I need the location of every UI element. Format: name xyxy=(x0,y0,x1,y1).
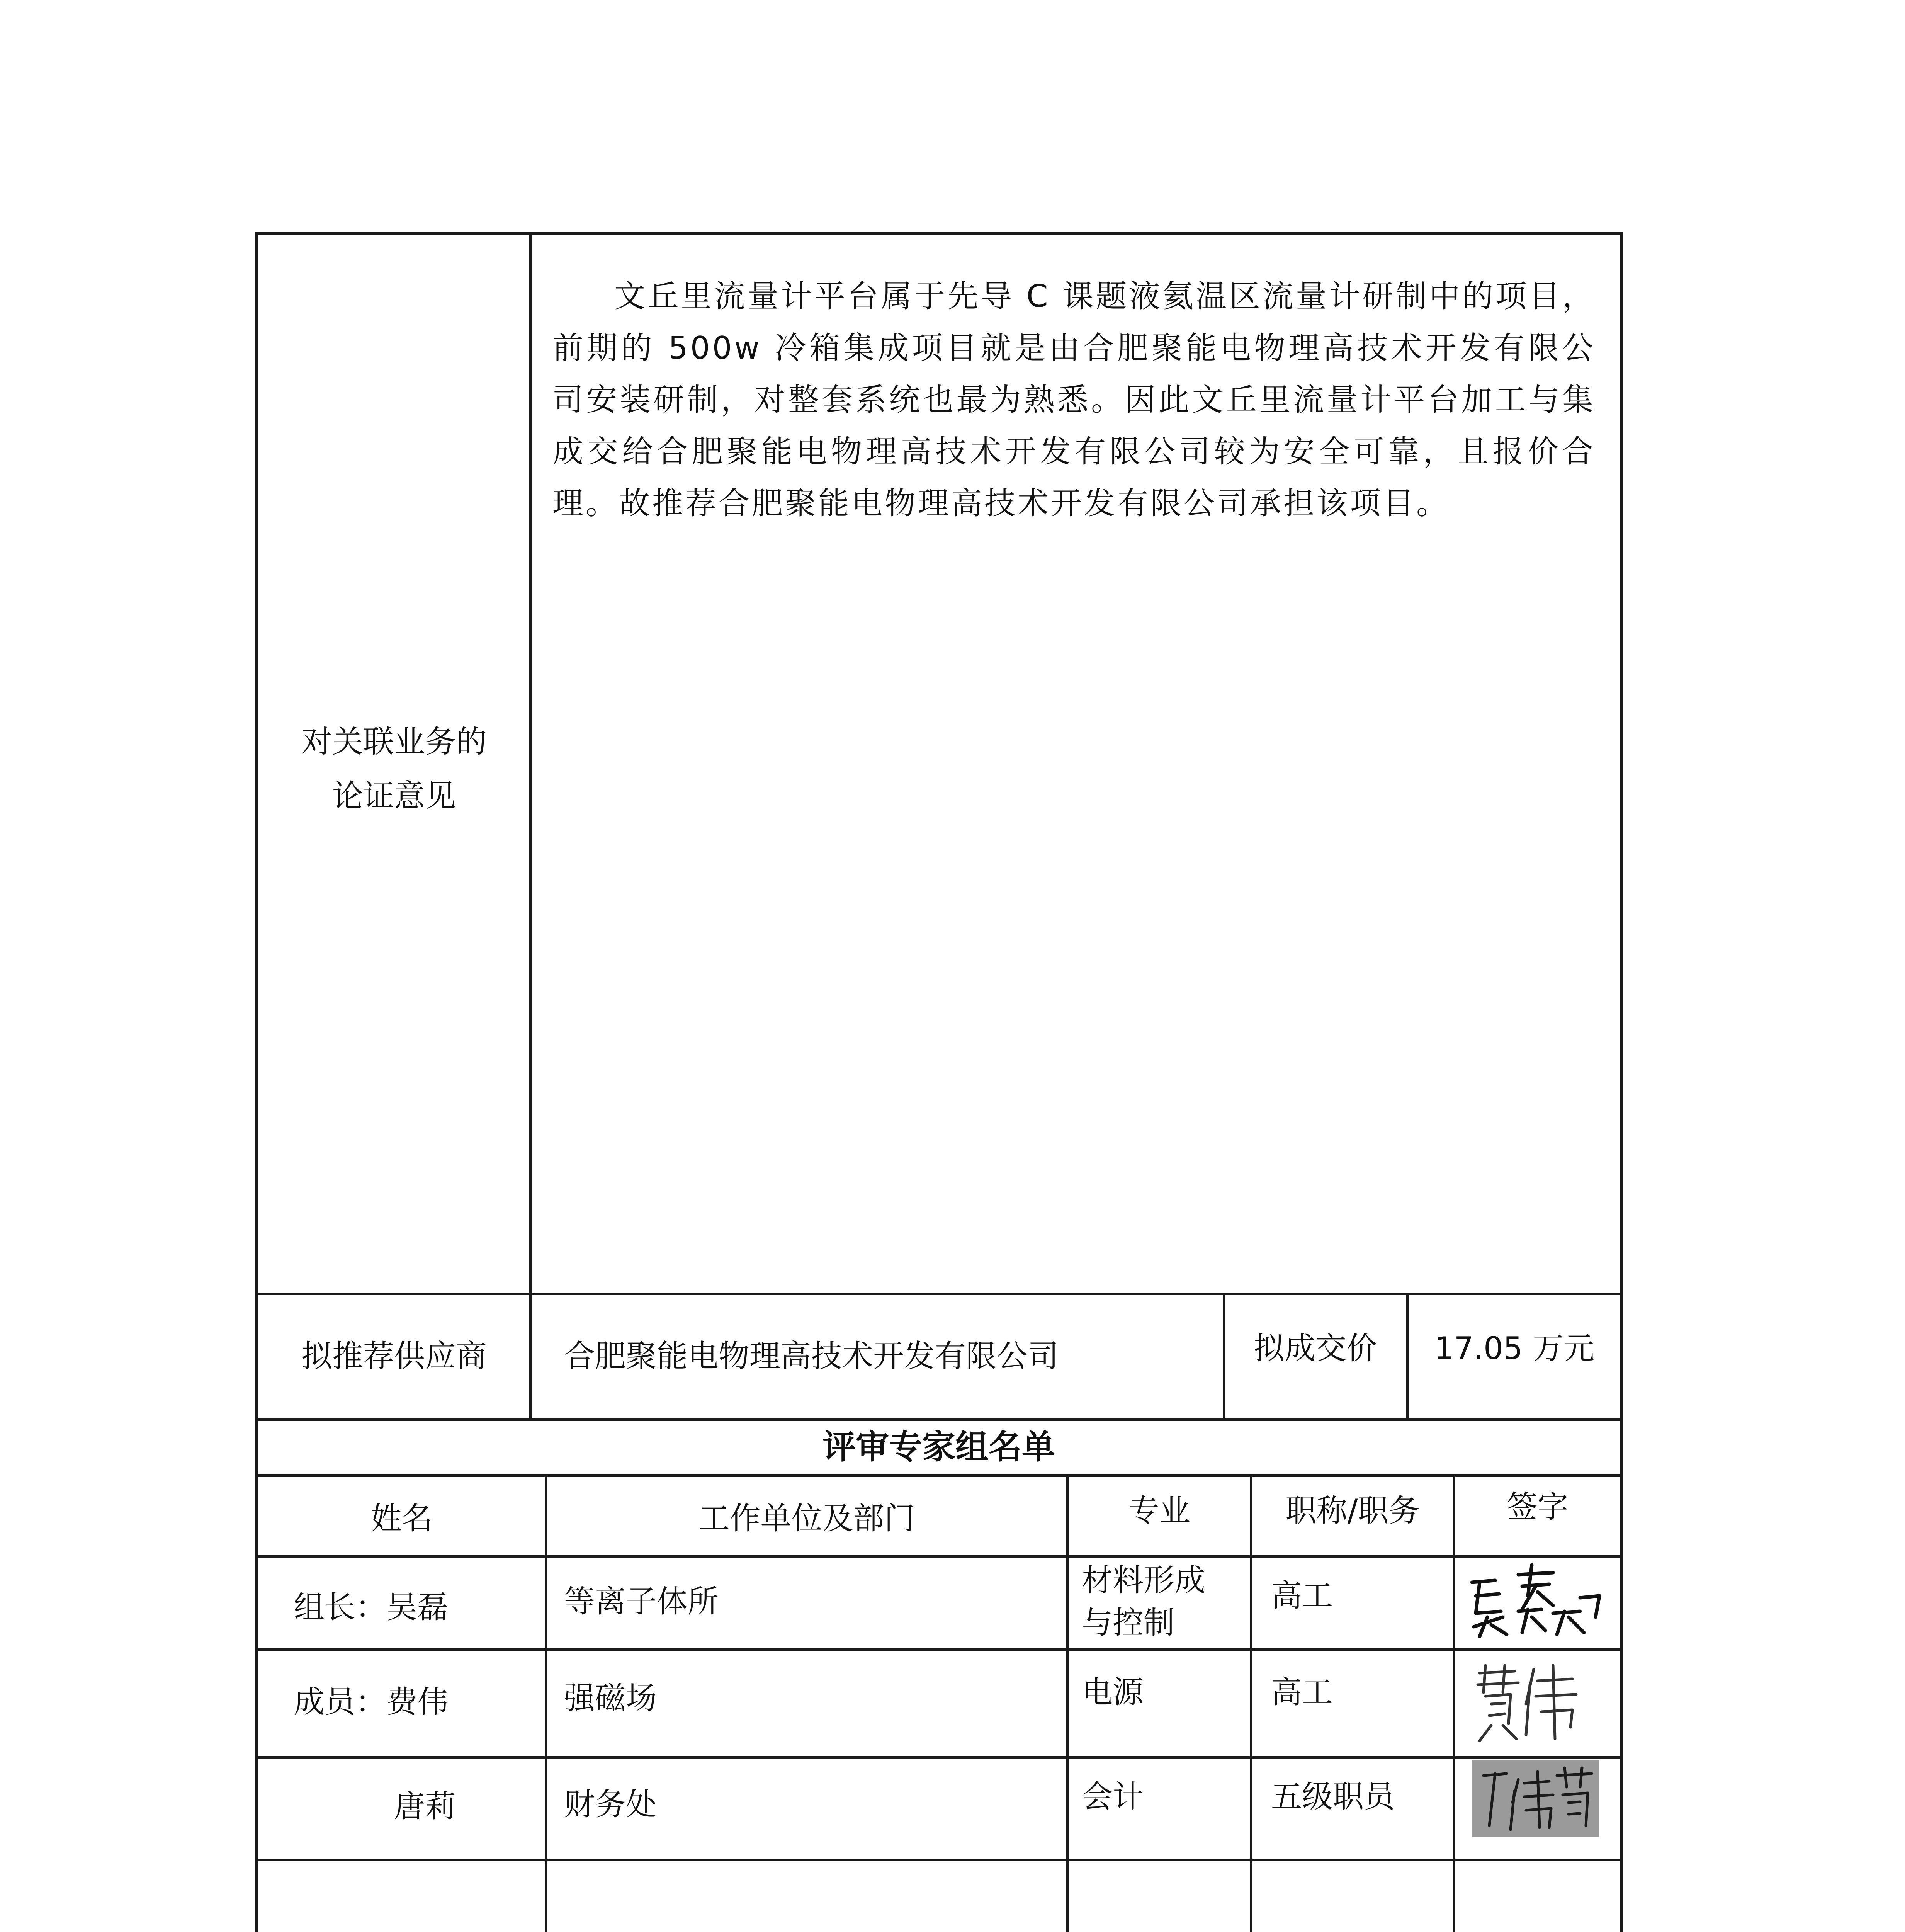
divider-expert-name xyxy=(545,1474,547,1932)
divider-opinion-label xyxy=(529,232,532,1418)
opinion-label-line1: 对关联业务的 xyxy=(301,724,487,760)
row1-name: 组长：吴磊 xyxy=(294,1589,448,1625)
divider-expert-major xyxy=(1250,1474,1252,1932)
row3-unit: 财务处 xyxy=(564,1786,657,1822)
price-value: 17.05 万元 xyxy=(1434,1330,1595,1366)
header-name: 姓名 xyxy=(371,1500,433,1536)
rule-after-expert-title xyxy=(255,1474,1623,1477)
row1-major-line1: 材料形成 xyxy=(1082,1562,1205,1598)
row2-position: 高工 xyxy=(1271,1674,1333,1710)
row1-unit: 等离子体所 xyxy=(564,1583,719,1619)
header-unit: 工作单位及部门 xyxy=(698,1500,915,1536)
supplier-label: 拟推荐供应商 xyxy=(301,1338,487,1374)
row3-handwritten-signature xyxy=(1472,1760,1599,1837)
header-position: 职称/职务 xyxy=(1285,1493,1420,1529)
row2-handwritten-signature xyxy=(1468,1658,1584,1747)
supplier-value: 合肥聚能电物理高技术开发有限公司 xyxy=(564,1338,1059,1374)
opinion-label-line2: 论证意见 xyxy=(332,778,456,814)
divider-supplier-price-value xyxy=(1406,1293,1409,1418)
rule-after-row2 xyxy=(255,1756,1623,1759)
row3-name: 唐莉 xyxy=(394,1788,456,1824)
row3-position: 五级职员 xyxy=(1271,1779,1395,1815)
header-major: 专业 xyxy=(1128,1493,1190,1529)
divider-expert-unit xyxy=(1066,1474,1069,1932)
row3-major: 会计 xyxy=(1082,1779,1144,1815)
row2-unit: 强磁场 xyxy=(564,1680,657,1716)
experts-title: 评审专家组名单 xyxy=(822,1428,1055,1466)
price-label: 拟成交价 xyxy=(1254,1330,1377,1366)
rule-after-row3 xyxy=(255,1859,1623,1861)
row1-position: 高工 xyxy=(1271,1578,1333,1614)
row1-major-line2: 与控制 xyxy=(1082,1605,1174,1641)
opinion-text: 文丘里流量计平台属于先导 C 课题液氦温区流量计研制中的项目，前期的 500w 冷箱集成项目就是由合肥聚能电物理高技术开发有限公司安装研制，对整套系统也最为熟悉。因此文丘里流量计平台加工与集成交给合肥聚能电物理高技术开发有限公司较为安全可靠，且报价合理。故推荐合肥聚能电物理高技术开发有限公司承担该项目。 xyxy=(552,278,1596,521)
row2-major: 电源 xyxy=(1082,1674,1144,1710)
rule-after-expert-header xyxy=(255,1555,1623,1558)
divider-expert-position xyxy=(1453,1474,1455,1932)
divider-supplier-price-label xyxy=(1223,1293,1225,1418)
header-signature: 签字 xyxy=(1506,1489,1569,1525)
row2-name: 成员：费伟 xyxy=(294,1684,448,1720)
rule-after-row1 xyxy=(255,1648,1623,1651)
row1-handwritten-signature xyxy=(1464,1559,1607,1640)
rule-after-opinion xyxy=(255,1293,1623,1295)
